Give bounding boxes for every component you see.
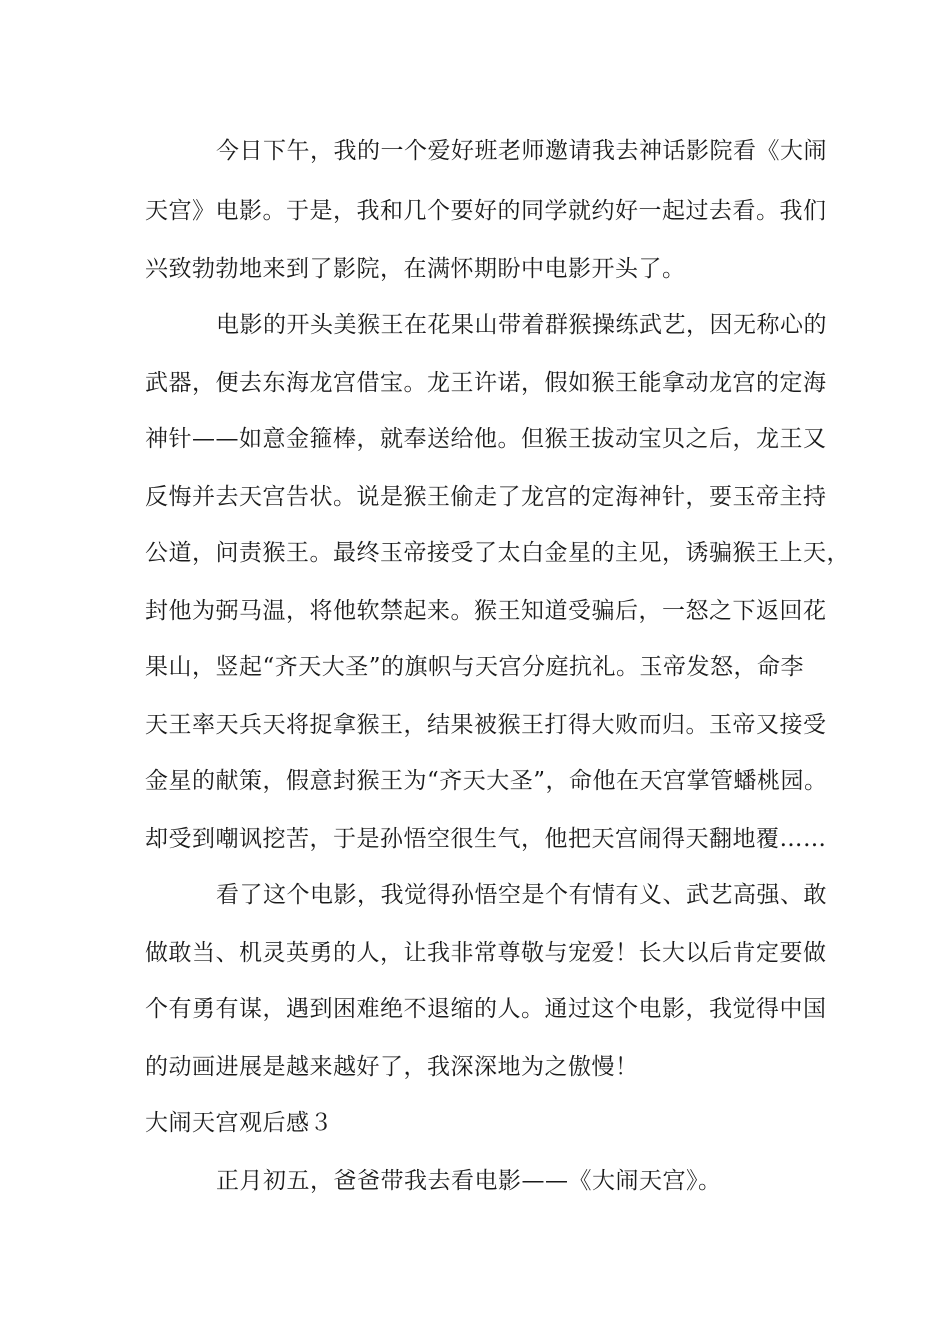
text-line: 果山，竖起“齐天大圣”的旗帜与天宫分庭抗礼。玉帝发怒，命李 <box>145 654 805 680</box>
text-line: 公道，问责猴王。最终玉帝接受了太白金星的主见，诱骗猴王上天， <box>145 540 850 566</box>
text-line: 正月初五，爸爸带我去看电影——《大闹天宫》。 <box>216 1168 722 1194</box>
text-line: 神针——如意金箍棒，就奉送给他。但猴王拔动宝贝之后，龙王又 <box>145 426 827 452</box>
text-line: 封他为弼马温，将他软禁起来。猴王知道受骗后，一怒之下返回花 <box>145 598 827 624</box>
text-line: 个有勇有谋，遇到困难绝不退缩的人。通过这个电影，我觉得中国 <box>145 996 827 1022</box>
section-title: 大闹天宫观后感３ <box>145 1110 333 1136</box>
text-line: 的动画进展是越来越好了，我深深地为之傲慢！ <box>145 1054 639 1080</box>
text-line: 今日下午，我的一个爱好班老师邀请我去神话影院看《大闹 <box>216 138 827 164</box>
text-line: 却受到嘲讽挖苦，于是孙悟空很生气，他把天宫闹得天翻地覆…… <box>145 826 827 852</box>
text-line: 天宫》电影。于是，我和几个要好的同学就约好一起过去看。我们 <box>145 198 827 224</box>
text-line: 做敢当、机灵英勇的人，让我非常尊敬与宠爱！长大以后肯定要做 <box>145 940 827 966</box>
text-line: 金星的献策，假意封猴王为“齐天大圣”，命他在天宫掌管蟠桃园。 <box>145 768 828 794</box>
text-line: 武器，便去东海龙宫借宝。龙王许诺，假如猴王能拿动龙宫的定海 <box>145 370 827 396</box>
text-line: 天王率天兵天将捉拿猴王，结果被猴王打得大败而归。玉帝又接受 <box>145 712 827 738</box>
text-line: 电影的开头美猴王在花果山带着群猴操练武艺，因无称心的 <box>216 312 827 338</box>
text-line: 反悔并去天宫告状。说是猴王偷走了龙宫的定海神针，要玉帝主持 <box>145 484 827 510</box>
text-line: 兴致勃勃地来到了影院，在满怀期盼中电影开头了。 <box>145 256 686 282</box>
text-line: 看了这个电影，我觉得孙悟空是个有情有义、武艺高强、敢 <box>216 882 827 908</box>
